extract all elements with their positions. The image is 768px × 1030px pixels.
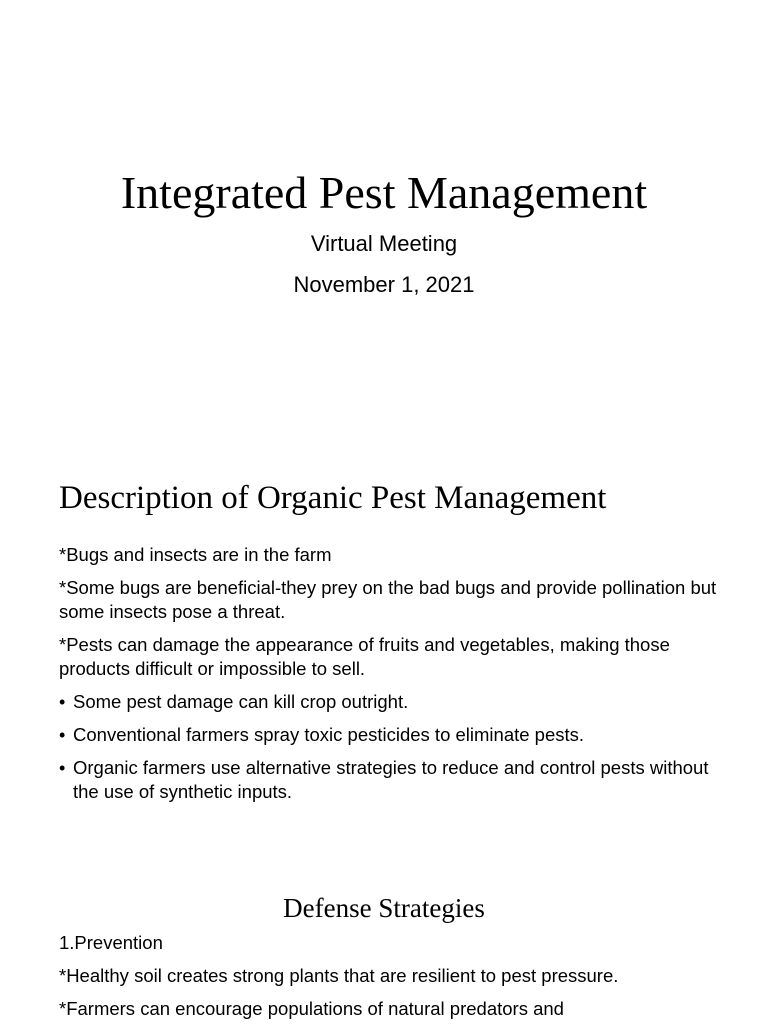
description-paragraph: *Bugs and insects are in the farm xyxy=(59,544,332,565)
presentation-title: Integrated Pest Management xyxy=(120,167,648,218)
description-paragraph: *Pests can damage the appearance of fruits and vegetables, making those products difficult or impossible to sell. xyxy=(59,634,670,679)
strategy-item: 1.Prevention xyxy=(59,932,163,953)
strategies-heading: Defense Strategies xyxy=(283,893,485,923)
strategy-item: *Healthy soil creates strong plants that are resilient to pest pressure. xyxy=(59,965,619,986)
bullet-text: Conventional farmers spray toxic pesticides to eliminate pests. xyxy=(73,724,585,745)
description-bullet xyxy=(59,756,729,804)
description-bullet xyxy=(59,723,729,747)
bullet-dot-icon: • xyxy=(59,692,66,712)
bullet-text: Organic farmers use alternative strategies to reduce and control pests without the use of synthetic inputs. xyxy=(73,757,709,802)
description-paragraph: *Some bugs are beneficial-they prey on the bad bugs and provide pollination but some insects pose a threat. xyxy=(59,577,717,622)
bullet-dot-icon: • xyxy=(59,725,66,745)
bullet-text: Some pest damage can kill crop outright. xyxy=(73,691,409,712)
description-body xyxy=(59,543,729,813)
strategies-body xyxy=(59,931,739,1030)
strategy-item: *Farmers can encourage populations of natural predators and xyxy=(59,998,564,1019)
subtitle-meeting-type: Virtual Meeting xyxy=(310,231,458,256)
description-heading: Description of Organic Pest Management xyxy=(59,480,607,516)
description-bullet xyxy=(59,690,729,714)
bullet-dot-icon: • xyxy=(59,758,66,778)
subtitle-date: November 1, 2021 xyxy=(293,272,475,297)
